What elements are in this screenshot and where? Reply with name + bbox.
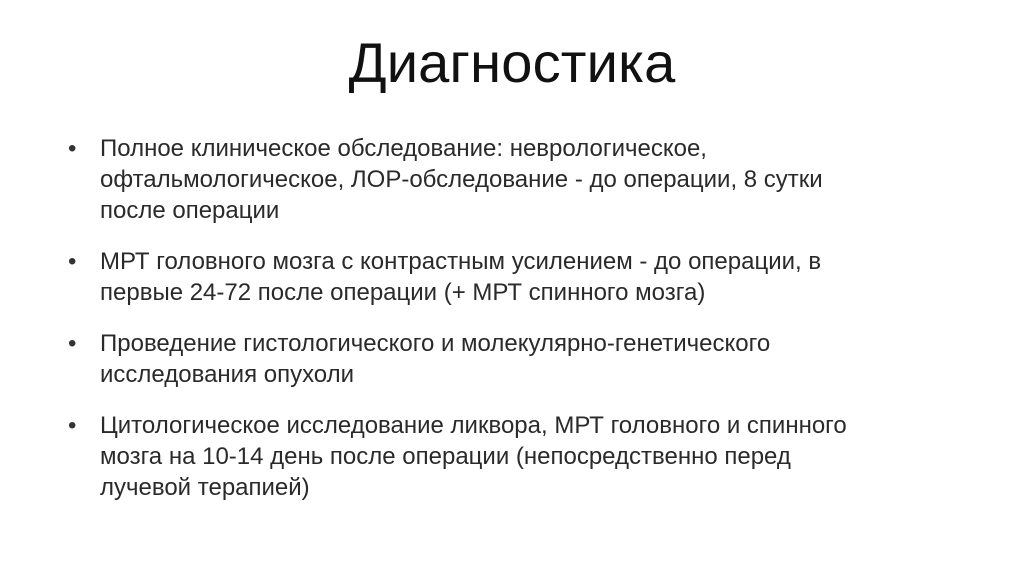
bullet-list — [66, 133, 966, 523]
bullet-line: Цитологическое исследование ликвора, МРТ головного и спинного — [100, 412, 847, 439]
bullet-line: после операции — [100, 197, 280, 224]
slide-title: Диагностика — [348, 31, 676, 94]
bullet-item-2 — [66, 246, 966, 308]
bullet-line: мозга на 10-14 день после операции (непосредственно перед — [100, 443, 791, 470]
bullet-line: исследования опухоли — [100, 361, 355, 388]
bullet-text-4 — [100, 410, 966, 503]
bullet-line: Проведение гистологического и молекулярно-генетического — [100, 330, 771, 357]
bullet-line: офтальмологическое, ЛОР-обследование - до операции, 8 сутки — [100, 166, 823, 193]
bullet-dot-icon: • — [68, 135, 77, 162]
bullet-item-3 — [66, 328, 966, 390]
bullet-item-1 — [66, 133, 966, 226]
bullet-line: Полное клиническое обследование: неврологическое, — [100, 135, 707, 162]
bullet-dot-icon: • — [68, 248, 77, 275]
bullet-dot-icon: • — [68, 412, 77, 439]
bullet-dot-icon: • — [68, 330, 77, 357]
bullet-text-3 — [100, 328, 966, 390]
bullet-line: МРТ головного мозга с контрастным усилением - до операции, в — [100, 248, 822, 275]
bullet-text-2 — [100, 246, 966, 308]
bullet-text-1 — [100, 133, 966, 226]
bullet-line: лучевой терапией) — [100, 474, 310, 501]
bullet-item-4 — [66, 410, 966, 503]
bullet-line: первые 24-72 после операции (+ МРТ спинного мозга) — [100, 279, 706, 306]
